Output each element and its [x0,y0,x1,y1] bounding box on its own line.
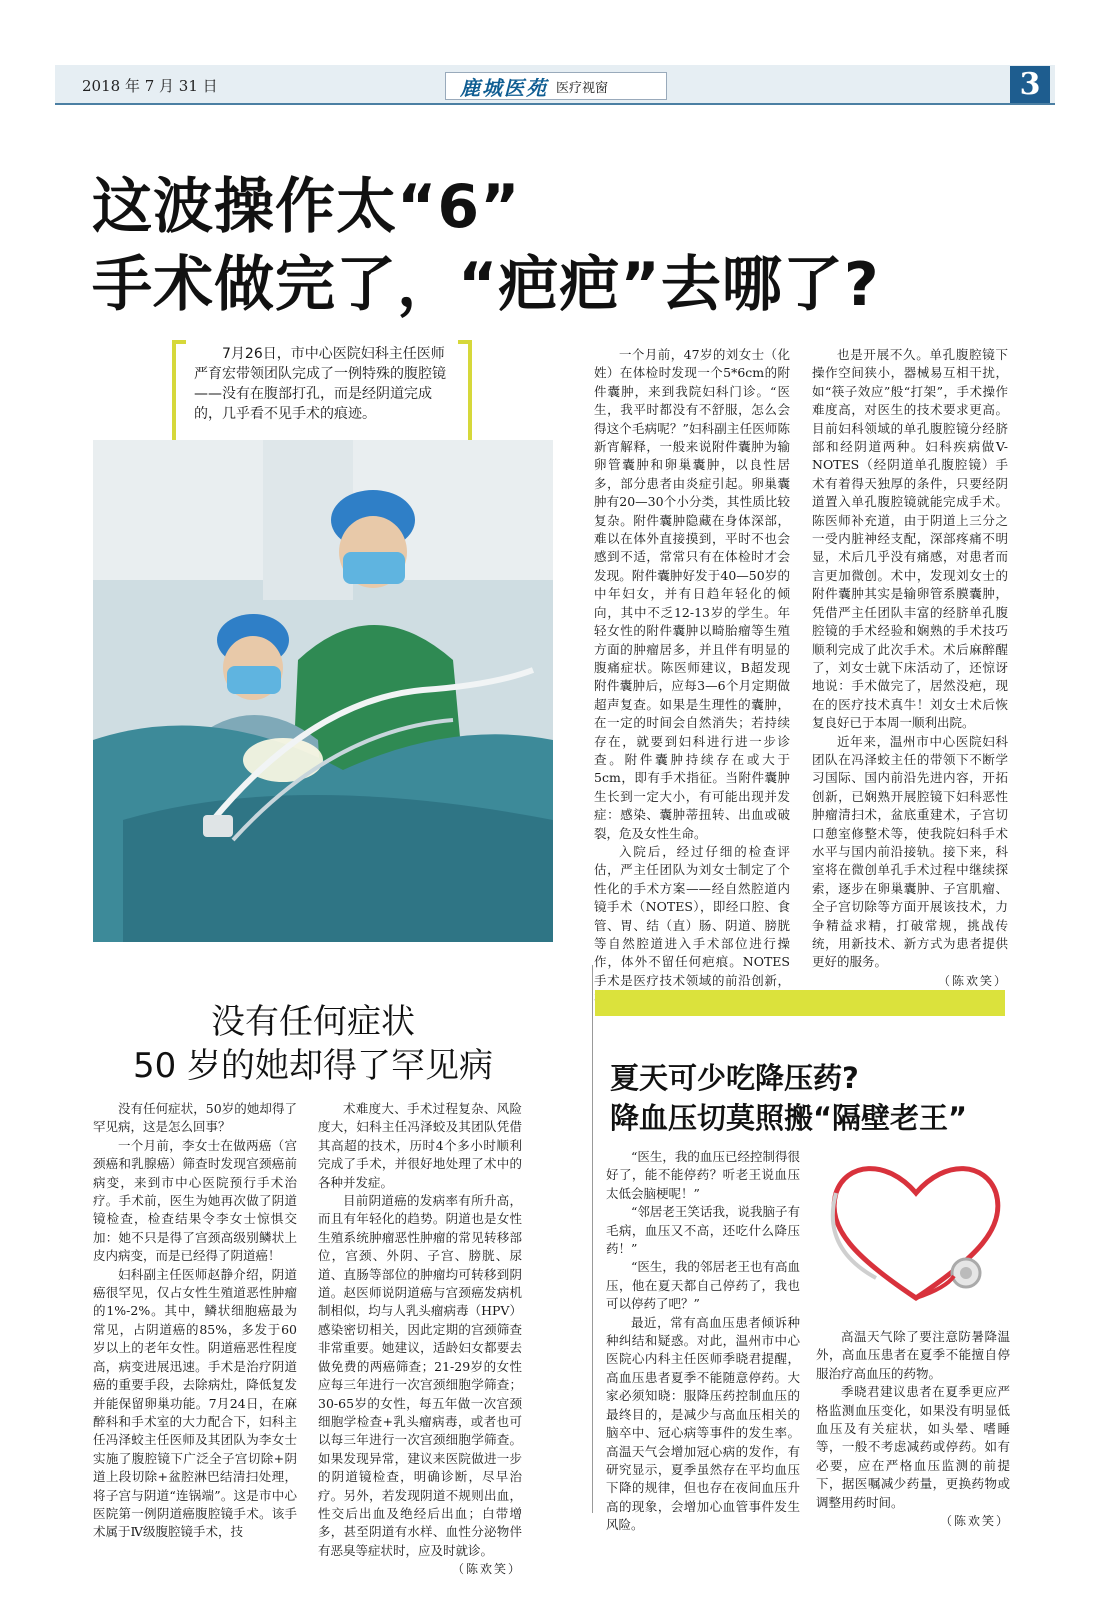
article2-paragraph: 妇科副主任医师赵静介绍，阴道癌很罕见，仅占女性生殖道恶性肿瘤的1%-2%。其中，鳞状细胞癌最为常见，占阴道癌的85%，多发于60岁以上的老年女性。阴道癌恶性程度高，病变进展迅速。手术是治疗阴道癌的重要手段，去除病灶，降低复发并能保留卵巢功能。7月24日，在麻醉科和手术室的大力配合下，妇科主任冯泽蛟主任医师及其团队为李女士实施了腹腔镜下广泛全子宫切除+阴道上段切除+盆腔淋巴结清扫处理，将子宫与阴道“连锅端”。这是市中心医院第一例阴道癌腹腔镜手术。该手术属于Ⅳ级腹腔镜手术，技 [93,1266,297,1540]
article1-paragraph: 也是开展不久。单孔腹腔镜下操作空间狭小，器械易互相干扰，如“筷子效应”般“打架”，手术操作难度高，对医生的技术要求更高。目前妇科领域的单孔腹腔镜分经脐部和经阴道两种。妇科疾病做V-NOTES（经阴道单孔腹腔镜）手术有着得天独厚的条件，只要经阴道置入单孔腹腔镜就能完成手术。陈医师补充道，由于阴道上三分之一受内脏神经支配，深部疼痛不明显，术后几乎没有痛感，对患者而言更加微创。术中，发现刘女士的附件囊肿其实是输卵管系膜囊肿，凭借严主任团队丰富的经脐单孔腹腔镜的手术经验和娴熟的手术技巧顺利完成了此次手术。术后麻醉醒了，刘女士就下床活动了，还惊讶地说：手术做完了，居然没疤，现在的医疗技术真牛！刘女士术后恢复良好已于本周一顺利出院。 [812,347,1008,731]
article3-paragraph: “邻居老王笑话我，说我脑子有毛病，血压又不高，还吃什么降压药！” [606,1204,800,1257]
stethoscope-heart-icon [816,1148,1016,1318]
article3-paragraph: 最近，常有高血压患者倾诉种种纠结和疑惑。对此，温州市中心医院心内科主任医师季晓君提醒，高血压患者夏季不能随意停药。大家必须知晓：服降压药控制血压的最终目的，是减少与高血压相关的脑卒中、冠心病等事件的发生率。高温天气会增加冠心病的发作，有研究显示，夏季虽然存在平均血压下降的规律，但也存在夜间血压升高的现象，会增加心血管事件发生风险。 [606,1314,800,1533]
article2-column2 [318,1100,522,1579]
article1-paragraph: 入院后，经过仔细的检查评估，严主任团队为刘女士制定了个性化的手术方案——经自然腔道内镜手术（NOTES），即经口腔、食管、胃、结（直）肠、阴道、膀胱等自然腔道进入手术部位进行操作，体外不留任何疤痕。NOTES手术是医疗技术领域的前沿创新， [594,843,790,988]
article2-paragraph: 术难度大、手术过程复杂、风险度大，妇科主任冯泽蛟及其团队凭借其高超的技术，历时4个多小时顺利完成了手术，并很好地处理了术中的各种并发症。 [318,1101,522,1190]
masthead-logo: 鹿城医苑 [460,75,548,100]
article1-column1 [594,346,790,1009]
article3-paragraph: 季晓君建议患者在夏季更应严格监测血压变化，如果没有明显低血压及有关症状，如头晕、嗜睡等，一般不考虑减药或停药。如有必要，应在严格血压监测的前提下，据医嘱减少药量，更换药物或调整用药时间。 [816,1384,1010,1510]
issue-date: 2018 年 7 月 31 日 [82,77,218,95]
article1-headline [92,168,992,324]
article3-headline [610,1058,967,1138]
article1-headline-line1: 这波操作太“6” [92,172,521,242]
article3-byline: （陈欢笑） [939,1514,1010,1529]
article3-column2 [816,1328,1010,1530]
lead-bracket-left [172,340,186,444]
article1-paragraph: 一个月前，47岁的刘女士（化姓）在体检时发现一个5*6cm的附件囊肿，来到我院妇科门诊。“医生，我平时都没有不舒服，怎么会得这个毛病呢？”妇科副主任医师陈新宵解释，一般来说附件囊肿为输卵管囊肿和卵巢囊肿，以良性居多，部分患者由炎症引起。卵巢囊肿有20—30个小分类，其性质比较复杂。附件囊肿隐藏在身体深部，难以在体外直接摸到，平时不也会感到不适，常常只有在体检时才会发现。附件囊肿好发于40—50岁的中年妇女，并有日趋年轻化的倾向，其中不乏12-13岁的学生。年轻女性的附件囊肿以畸胎瘤等生殖方面的肿瘤居多，并且伴有明显的腹痛症状。陈医师建议，B超发现附件囊肿后，应每3—6个月定期做超声复查。如果是生理性的囊肿，在一定的时间会自然消失；若持续存在，就要到妇科进行进一步诊查。附件囊肿持续存在或大于5cm，即有手术指征。当附件囊肿生长到一定大小，有可能出现并发症：感染、囊肿蒂扭转、出血或破裂，危及女性生命。 [594,347,790,841]
article2-paragraph: 一个月前，李女士在做两癌（宫颈癌和乳腺癌）筛查时发现宫颈癌前病变，来到市中心医院预行手术治疗。手术前，医生为她再次做了阴道镜检查，检查结果令李女士惊惧交加：她不只是得了宫颈高级别鳞状上皮内病变，而是已经得了阴道癌！ [93,1137,297,1264]
article3-column1 [606,1148,800,1535]
article1-column2 [812,346,1008,990]
article1-headline-line2: 手术做完了，“疤疤”去哪了? [92,250,880,320]
page-number: 3 [1010,66,1050,103]
article2-byline: （陈欢笑） [451,1562,522,1577]
article2-paragraph: 目前阴道癌的发病率有所升高，而且有年轻化的趋势。阴道也是女性生殖系统肿瘤恶性肿瘤的常见转移部位，宫颈、外阴、子宫、膀胱、尿道、直肠等部位的肿瘤均可转移到阴道。赵医师说阴道癌与宫颈癌发病机制相似，均与人乳头瘤病毒（HPV）感染密切相关，因此定期的宫颈筛查非常重要。她建议，适龄妇女都要去做免费的两癌筛查；21-29岁的女性应每三年进行一次宫颈细胞学筛查；30-65岁的女性，每五年做一次宫颈细胞学检查+乳头瘤病毒，或者也可以每三年进行一次宫颈细胞学筛查。如果发现异常，建议来医院做进一步的阴道镜检查，明确诊断，尽早治疗。另外，若发现阴道不规则出血，性交后出血及绝经后出血；白带增多，甚至阴道有水样、血性分泌物伴有恶臭等症状时，应及时就诊。 [318,1193,522,1558]
article2-headline [93,1000,533,1088]
lead-bracket-right [458,340,472,444]
article2-headline-line2: 50 岁的她却得了罕见病 [132,1046,494,1086]
article3-paragraph: “医生，我的血压已经控制得很好了，能不能停药？听老王说血压太低会脑梗呢！” [606,1149,800,1201]
article1-byline: （陈欢笑） [937,973,1008,988]
article2-column1 [93,1100,297,1542]
article1-lead: 7月26日，市中心医院妇科主任医师严育宏带领团队完成了一例特殊的腹腔镜——没有在腹部打孔，而是经阴道完成的，几乎看不见手术的痕迹。 [194,346,446,422]
article2-headline-line1: 没有任何症状 [211,1002,415,1042]
column-divider [592,965,593,1513]
section-name: 医疗视窗 [556,80,609,96]
article3-paragraph: “医生，我的邻居老王也有高血压，他在夏天都自己停药了，我也可以停药了吧？” [606,1259,800,1312]
article3-headline-line2: 降血压切莫照搬“隔壁老王” [610,1101,968,1135]
article3-headline-line1: 夏天可少吃降压药? [610,1061,859,1095]
article2-paragraph: 没有任何症状，50岁的她却得了罕见病，这是怎么回事？ [93,1101,297,1135]
surgery-photo-illustration [93,440,553,942]
article1-lead-box [172,340,472,440]
masthead-box [445,72,667,100]
article3-paragraph: 高温天气除了要注意防暑降温外，高血压患者在夏季不能擅自停服治疗高血压的药物。 [816,1329,1010,1381]
article1-paragraph: 近年来，温州市中心医院妇科团队在冯泽蛟主任的带领下不断学习国际、国内前沿先进内容，开拓创新，已娴熟开展腔镜下妇科恶性肿瘤清扫术，盆底重建术，子宫切口憩室修整术等，使我院妇科手术水平与国内前沿接轨。接下来，科室将在微创单孔手术过程中继续探索，逐步在卵巢囊肿、子宫肌瘤、全子宫切除等方面开展该技术，力争精益求精，打破常规，挑战传统，用新技术、新方式为患者提供更好的服务。 [812,733,1008,970]
article3-accent-bar [595,990,1005,1016]
surgery-team-photo [93,440,553,942]
